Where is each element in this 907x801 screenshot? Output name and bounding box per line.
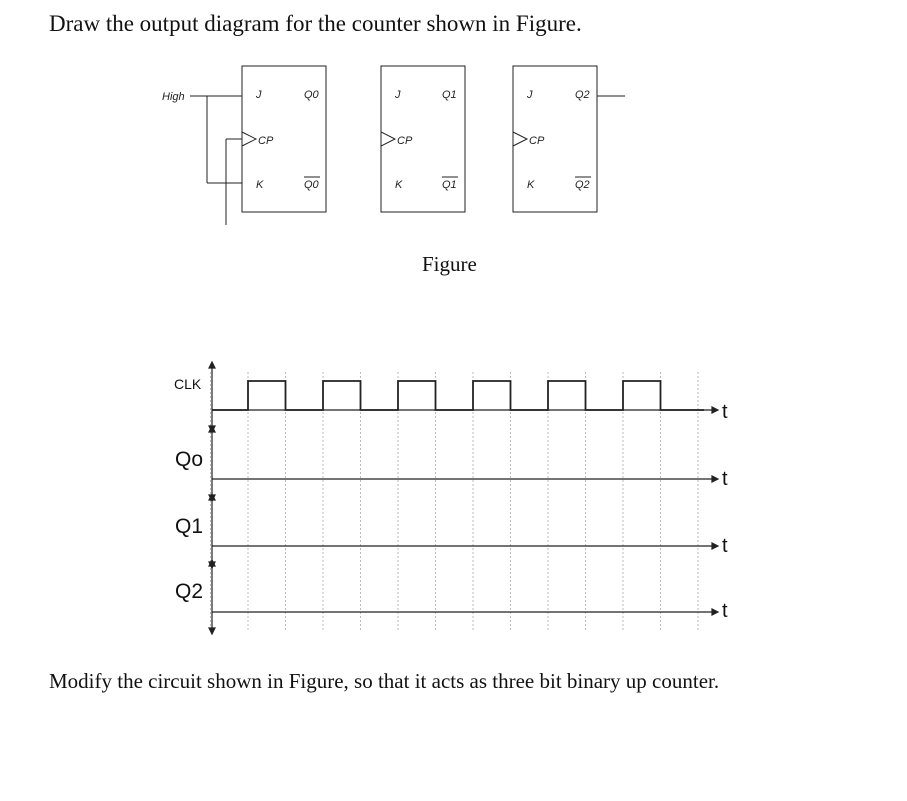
ff0-cp-label: CP [258, 135, 274, 147]
ff0-qbar-label: Q0 [304, 179, 319, 191]
ff1-k-label: K [395, 179, 403, 191]
ff2-cp-label: CP [529, 135, 545, 147]
question-text: Draw the output diagram for the counter shown in Figure. [49, 11, 582, 36]
high-label: High [162, 91, 185, 103]
ff0-k-label: K [256, 179, 264, 191]
clk-label: CLK [174, 376, 202, 392]
ff2-qbar-label: Q2 [575, 179, 590, 191]
modify-instruction: Modify the circuit shown in Figure, so that it acts as three bit binary up counter. [49, 669, 720, 693]
signal-axis-up-arrow-3 [209, 560, 215, 566]
clk-axis-t: t [722, 401, 728, 423]
ff1-cp-label: CP [397, 135, 413, 147]
ff1-j-label: J [395, 89, 401, 101]
clock-triangle-0 [242, 132, 256, 146]
clock-triangle-1 [381, 132, 395, 146]
q2-label: Q2 [175, 580, 204, 603]
time-axis-arrow-2 [712, 543, 718, 549]
q1-label: Q1 [175, 515, 204, 538]
ff1-qbar-label: Q1 [442, 179, 457, 191]
ff2-j-label: J [527, 89, 533, 101]
signal-axis-up-arrow-0 [209, 362, 215, 368]
q0-label: Qo [175, 448, 204, 471]
ff0-q-label: Q0 [304, 89, 319, 101]
clock-triangle-2 [513, 132, 527, 146]
clock-waveform [212, 381, 704, 410]
time-axis-arrow-1 [712, 476, 718, 482]
ff2-q-label: Q2 [575, 89, 590, 101]
ff0-j-label: J [256, 89, 262, 101]
time-axis-arrow-3 [712, 609, 718, 615]
figure-caption: Figure [422, 252, 477, 276]
ff1-q-label: Q1 [442, 89, 457, 101]
signal-axis-down-arrow-3 [209, 628, 215, 634]
time-axis-arrow-0 [712, 407, 718, 413]
ff2-k-label: K [527, 179, 535, 191]
q0-axis-t: t [722, 468, 728, 490]
q2-axis-t: t [722, 600, 728, 622]
q1-axis-t: t [722, 535, 728, 557]
